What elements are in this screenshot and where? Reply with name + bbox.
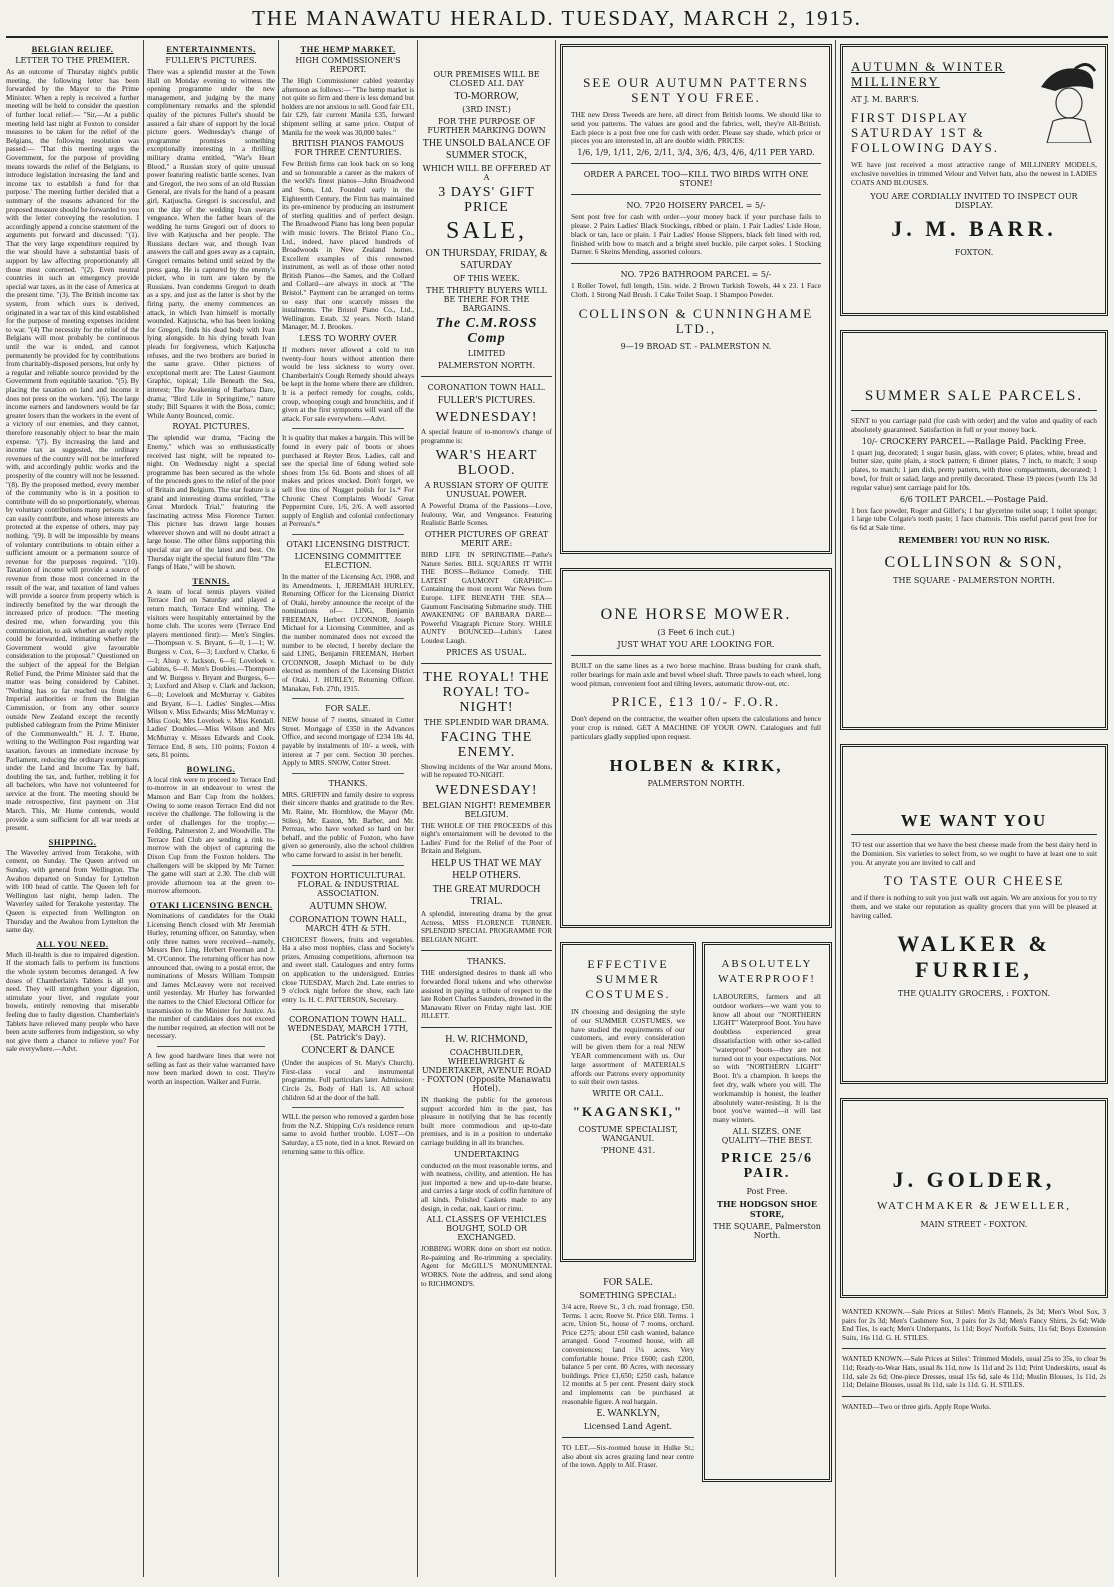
order-parcel: ORDER A PARCEL TOO—KILL TWO BIRDS WITH ONE STONE!: [583, 170, 809, 189]
something-special: SOMETHING SPECIAL:: [579, 1291, 677, 1300]
column-2: [147, 40, 275, 1580]
want-body: TO test our assertion that we have the best cheese made from the best dairy herd in the Dominion. Six varieties to select from, so we ought to have at least one to suit you. At anyrate you are invited to call and: [851, 840, 1097, 867]
hosiery-parcel-body: Sent post free for cash with order—your money back if your purchase fails to please. 2 Pairs Ladies' Black Stockings, ribbed or plain. 1 Pair Ladies' Lisle Hose, black or tan, lace or plain. 1 Pair Ladies' House Slippers, black felt lined with red, finished with bow to match and a bright steel buckle, pile carpet soles. 1 Stocking Darner. 6 Skeins Mending, assorted colours.: [571, 212, 821, 257]
autumn-prices: 1/6, 1/9, 1/11, 2/6, 2/11, 3/4, 3/6, 4/3, 4/6, 4/11 PER YARD.: [577, 148, 815, 158]
murdoch-notice: A splendid, interesting drama by the great Actress, MISS FLORENCE TURNER. SPLENDID SPECIAL PROGRAMME FOR BELGIAN NIGHT.: [421, 910, 552, 944]
broad-street: 9—19 BROAD ST. - PALMERSTON N.: [620, 341, 772, 351]
hodgson-location: THE SQUARE, Palmerston North.: [713, 1221, 821, 1240]
kaganski-phone: 'PHONE 431.: [600, 1146, 656, 1156]
all-you-need-article: Much ill-health is due to impaired digestion. If the stomach fails to perform its functions the whole system becomes deranged. A few doses of Chamberlain's Tablets is all you need. They will strengthen your digestion, stimulate your liver, and regulate your bowels, entirely removing that miserable feeling due to faulty digestion. Chamberlain's Tablets have relieved many people who have been acute sufferers from indigestion, so why not give them a chance to relieve you? For sale everywhere.—Advt.: [6, 950, 139, 1054]
separator: [421, 663, 552, 664]
mower-price: PRICE, £13 10/- F.O.R.: [611, 694, 781, 710]
mower-tagline: JUST WHAT YOU ARE LOOKING FOR.: [617, 640, 775, 649]
waterproof-title: ABSOLUTELY WATERPROOF!: [718, 958, 816, 985]
no-risk: REMEMBER! YOU RUN NO RISK.: [898, 534, 1050, 545]
british-pianos-heading: BRITISH PIANOS FAMOUS FOR THREE CENTURIES.: [291, 139, 405, 158]
separator: [421, 950, 552, 951]
unsold-balance: THE UNSOLD BALANCE OF SUMMER STOCK,: [422, 138, 551, 161]
ross-location: PALMERSTON NORTH.: [437, 361, 535, 370]
mower-description: BUILT on the same lines as a two horse machine. Brass bushing for crank shaft, roller bearings for main axle and bevel wheel shaft. Three pawls to each wheel, long wood pitman, convenient foot and tilting levers, automatic throw-out, etc.: [571, 661, 821, 688]
sale-days: ON THURSDAY, FRIDAY, & SATURDAY: [425, 248, 548, 271]
separator: [851, 834, 1097, 835]
bowling-heading: BOWLING.: [186, 763, 236, 774]
want-body-2: and if there is nothing to suit you just walk out again. We are anxious for you to try them, and we stake our reputation as quality grocers that you will be pleased at having called.: [851, 893, 1097, 920]
collinson-cunninghame: COLLINSON & CUNNINGHAME LTD.,: [578, 305, 814, 336]
crockery-title: 10/- CROCKERY PARCEL.—Railage Paid. Packing Free.: [861, 436, 1087, 446]
royal-tonight: THE ROYAL! THE ROYAL! TO-NIGHT!: [423, 669, 550, 715]
for-sale-title: FOR SALE.: [603, 1277, 653, 1288]
wanted-known-1: WANTED KNOWN.—Sale Prices at Stiles': Men's Flannels, 2s 3d; Men's Wool Sox, 3 pairs for 2s 3d; Men's Cashmere Sox, 3 pairs for 2s 3d; Men's Fancy Shirts, 2s 6d; Wide End Ties, 1s each; Men's Underpants, 1s 11d; Boys' Norfolk Suits, 11s 6d; Boys Extension Suits, 16s 11d. G. H. STILES.: [842, 1308, 1106, 1342]
costumes-body: IN choosing and designing the style of our SUMMER COSTUMES, we have studied the requirements of our customers, and every consideration will be given them for a real NEW YEAR commencement with us. Our large assortment of MATERIALS affords our Patrons every opportunity to suit their own tastes.: [571, 1007, 685, 1087]
autumn-patterns-title: SEE OUR AUTUMN PATTERNS SENT YOU FREE.: [583, 75, 809, 105]
main-street: MAIN STREET - FOXTON.: [920, 1220, 1028, 1229]
shipping-article: The Waverley arrived from Terakohe, with cement, on Sunday. The Queen arrived on Sunday, with general from Wellington. The Awahou departed on Sunday for Lyttelton with 100 head of cattle. The Queen left for Wellington last night, hemp laden. The Waverley sailed for Terakohe yesterday. The Queen is expected from Wellington on Thursday and the Awahou from Lyttelton the same day.: [6, 848, 139, 935]
write-or-call: WRITE OR CALL.: [592, 1089, 664, 1099]
otaki-bench-heading: OTAKI LICENSING BENCH.: [149, 900, 273, 911]
wanklyn-name: E. WANKLYN,: [596, 1408, 660, 1420]
fullers-subheading: FULLER'S PICTURES.: [165, 56, 257, 65]
crockery-body: 1 quart jug, decorated; 1 sugar basin, glass, with cover; 6 plates, white, bread and butter size, quite plain, a stock pattern; 6 dinner plates, 7 inch, to match; 3 soup plates, to match; 1 jam dish, pretty pattern, with three compartments, decorated; 1 bowl, for fruit or salad, large and prettily decorated. These 19 pieces (worth 13s 3d regular value) sent carriage paid for 10s.: [851, 447, 1097, 492]
separator: [292, 773, 404, 774]
toilet-body: 1 box face powder, Roger and Gillet's; 1 bar glycerine toilet soap; 1 toilet sponge; 1 large tube Colgate's tooth paste; 1 face chamois. This useful parcel post free for 6s 6d at Sale time.: [851, 505, 1097, 533]
golder-ad: [840, 1098, 1108, 1298]
holben-kirk: HOLBEN & KIRK,: [609, 755, 783, 775]
mower-cut: (3 Feet 6 inch cut.): [657, 628, 735, 637]
royal-pictures-article: The splendid war drama, "Facing the Enemy," which was so enthusiastically received last night, will be repeated to-night. On Wednesday night a special programme has been secured as the whole of the proceeds goes to the relief of the poor of Britain and Belgium. The star feature is a grand and interesting drama entitled, "The Great Murdock Trial," featuring the fascinating actress Miss Florence Turner. This picture has drawn large houses wherever shown and will no doubt attract a large house. The other films supporting this special star are of the latest and best. On Thursday night the special feature film "The Fangs of Hate," will be shown.: [147, 434, 275, 572]
proceeds-notice: THE WHOLE OF THE PROCEEDS of this night's entertainment will be devoted to the Ladies' Fund for the Relief of the Poor of Britain and Belgium.: [421, 821, 552, 856]
lady-portrait-icon: [1035, 61, 1099, 143]
column-rule: [835, 40, 836, 1577]
millinery-ad: [840, 44, 1108, 316]
premises-closed: OUR PREMISES WILL BE CLOSED ALL DAY: [433, 70, 540, 88]
millinery-at: AT J. M. BARR'S.: [851, 95, 919, 104]
thanks-heading-2: THANKS.: [467, 957, 506, 967]
separator: [851, 410, 1097, 411]
toilet-title: 6/6 TOILET PARCEL.—Postage Paid.: [899, 494, 1049, 504]
summer-sale-title: SUMMER SALE PARCELS.: [864, 388, 1084, 404]
hosiery-parcel-title: NO. 7P20 HOISERY PARCEL = 5/-: [626, 201, 766, 211]
summer-sale-ad: [840, 330, 1108, 730]
hardware-notice: A few good hardware lines that were not selling as fast as their value warranted have now been marked down to cost. They're worth an inspection. Walker and Furrie.: [147, 1051, 275, 1086]
richmond-trade: COACHBUILDER, WHEELWRIGHT & UNDERTAKER, AVENUE ROAD - FOXTON (Opposite Manawatu Hotel).: [421, 1048, 552, 1093]
barr-location: FOXTON.: [954, 248, 994, 258]
bathroom-parcel-title: NO. 7P26 BATHROOM PARCEL = 5/-: [620, 270, 772, 280]
wars-heart-blood: WAR'S HEART BLOOD.: [435, 448, 538, 479]
separator: [421, 1027, 552, 1028]
week-label: OF THIS WEEK.: [453, 274, 520, 283]
wednesday-belgian: WEDNESDAY!: [435, 782, 538, 798]
post-free: Post Free.: [746, 1186, 788, 1196]
watchmaker-label: WATCHMAKER & JEWELLER,: [876, 1200, 1071, 1212]
otaki-bench-article: Nominations of candidates for the Otaki Licensing Bench closed with Mr Jeremiah Hurley, returning officer, on Saturday, when only three names were received—namely, Messrs Ben Ling, Herbert Freeman and J. M. O'Connor. The returning officer has now announced that, owing to a postal error, the nominations of Messrs William Tompsitt and James McLeavey were not received until yesterday. Mr Hurley has forwarded the names to the Chief Electoral Officer for transmission to the Minister for Justice. As the number of candidates does not exceed the number required, an election will not be necessary.: [147, 912, 275, 1041]
separator: [562, 1437, 694, 1438]
autumn-patterns-body: THE new Dress Tweeds are here, all direct from British looms. We should like to send you patterns. The values are good and the fabrics, well, they're All-British. Each piece is a post free one for cash with order. Please say shade, which price or pieces you are interested in, all are double width. PRICES:: [571, 110, 821, 146]
mower-description-2: Don't depend on the contractor, the weather often upsets the calculations and hence your crop is ruined. GET A MACHINE OF YOUR OWN. Catalogues and full particulars gladly supplied upon request.: [571, 714, 821, 741]
concert-title: CONCERT & DANCE: [301, 1045, 395, 1057]
wanted-known-2: WANTED KNOWN.—Sale Prices at Stiles': Trimmed Models, usual 25s to 35s, to clear 9s 11d; Ready-to-Wear Hats, usual 8s 11d, now 1s 11d and 2s 11d; Print Underskirts, usual 4s 11d, sale 2s 6d; One-piece Dresses, usual 15s 6d, sale 4s 11d; Muslin Blouses, 1s 11d, 2s 11d; Delaine Blouses, usual 8s 11d, sale 1s 11d. G. H. STILES.: [842, 1355, 1106, 1390]
millinery-title: AUTUMN & WINTER MILLINERY: [851, 59, 1005, 89]
licensing-election-subheading: LICENSING COMMITTEE ELECTION.: [294, 551, 402, 570]
separator: [292, 428, 404, 429]
prices-usual: PRICES AS USUAL.: [446, 647, 527, 657]
entertainments-heading: ENTERTAINMENTS.: [166, 44, 256, 54]
separator: [571, 194, 821, 195]
mower-title: ONE HORSE MOWER.: [600, 606, 792, 623]
bowling-article: A local rink were to proceed to Terrace End to-morrow in an endeavour to wrest the Manson and Barr Cup from the holders. Owing to some reason Terrace End did not receive the challenge. The following is the order of challenges for the trophy:—Feilding, Palmerston 2, and Woodville. The Terrace End Club are sending a rink to-morrow with the object of capturing the Dixon Cup from the Foxton holders. The challengers will be skipped by Mr Turner. The game will start at 2.30. The club will provide afternoon tea at the green to-morrow afternoon.: [147, 775, 275, 896]
bathroom-parcel-body: 1 Roller Towel, full length, 15in. wide. 2 Brown Turkish Towels, 44 x 23. 1 Face Cloth. 1 Strong Nail Brush. 1 Cake Toilet Soap. 1 Shampoo Powder.: [571, 281, 821, 299]
thrifty-buyers: THE THRIFTY BUYERS WILL BE THERE FOR THE BARGAINS.: [426, 286, 547, 313]
column-rule: [555, 40, 556, 1577]
jobbing-notice: JOBBING WORK done on short est notice. Re-painting and Re-trimming a speciality. Agent for McGILL'S MONUMENTAL WORKS. Note the address, and send along to RICHMOND'S.: [421, 1245, 552, 1288]
fullers-title: FULLER'S PICTURES.: [437, 395, 536, 406]
richmond-name: H. W. RICHMOND,: [445, 1034, 528, 1045]
separator: [292, 865, 404, 866]
column-4: [421, 40, 552, 1580]
square-location: THE SQUARE - PALMERSTON NORTH.: [893, 575, 1055, 585]
separator: [421, 376, 552, 377]
powerful-drama: A Powerful Drama of the Passions—Love, Jealousy, War, and Vengeance. Featuring Realistic Battle Scenes.: [421, 502, 552, 528]
cordially-invited: YOU ARE CORDIALLY INVITED TO INSPECT OUR DISPLAY.: [870, 192, 1078, 211]
masthead-title: THE MANAWATU HERALD. TUESDAY, MARCH 2, 1915.: [252, 6, 862, 30]
masthead: [0, 0, 1114, 34]
separator: [842, 1396, 1106, 1397]
column-rule: [143, 40, 144, 1577]
tomorrow-label: TO-MORROW,: [454, 91, 519, 102]
land-sale-list: 3/4 acre, Reeve St., 3 ch. road frontage, £50. Terms. 1 acre, Reeve St. Price £60. Terms. 1 acre, Union St., house of 7 rooms, orchard. Price £275; about £50 cash wanted, balance arranged. Good 7-roomed house, with all conveniences; land 1¼ acres. Very comfortable house. Price £600; cash £200, balance 5 per cent. 80 Acres, with necessary buildings. Price £1,650; £250 cash, balance 12 months at 5 per cent. Present dairy stock and implements can be purchased at reasonable figure. A real bargain.: [562, 1303, 694, 1406]
pictures-list: BIRD LIFE IN SPRINGTIME—Pathe's Nature Series. BILL SQUARES IT WITH THE BOSS—Reliance Comedy. THE LATEST GAUMONT GRAPHIC—Containing the most recent War News from Europe. LIFE BENEATH THE SEA—Gaumont Fascinating Submarine study. THE AWAKENING OF BARBARA DARE—Powerful Vitagraph Picture Story. WHILE AUNTY BOUNCED—Lubin's Latest Loudest Laugh.: [421, 550, 552, 645]
horticultural-heading: FOXTON HORTICULTURAL FLORAL & INDUSTRIAL ASSOCIATION.: [291, 870, 405, 898]
ross-limited: LIMITED: [467, 349, 506, 358]
to-let-notice: TO LET.—Six-roomed house in Hulke St.; also about six acres grazing land near centre of the town. Apply to Alf. Fraser.: [562, 1444, 694, 1470]
hemp-market-article: The High Commissioner cabled yesterday afternoon as follows:— "The hemp market is not quite so firm and there is less demand but holders are not anxious to sell. Good fair £31, fair £29, fair current Manila £35, forward shipment selling at same price. Output of Manila for the week was 30,000 bales.": [282, 77, 414, 137]
ross-logo: The C.M.ROSS Comp: [435, 316, 538, 346]
concert-venue: CORONATION TOWN HALL. WEDNESDAY, MARCH 17TH, (St. Patrick's Day).: [287, 1015, 409, 1043]
separator: [842, 1348, 1106, 1349]
costume-specialist: COSTUME SPECIALIST, WANGANUI.: [578, 1125, 678, 1144]
separator: [571, 163, 821, 164]
gift-price-title: 3 DAYS' GIFT PRICE: [438, 185, 535, 215]
autumn-show-venue: CORONATION TOWN HALL, MARCH 4TH & 5TH.: [289, 914, 407, 933]
autumn-patterns-ad: [560, 44, 832, 554]
hemp-market-heading: THE HEMP MARKET.: [300, 44, 396, 54]
undertaking-notice: conducted on the most reasonable terms, and with neatness, civility, and attention. He has just imported a new and up-to-date hearse, and carries a large stock of coffin furniture of all kinds. Polished Caskets made to any design, in cedar, oak, kauri or rimu.: [421, 1161, 552, 1213]
undertaking-heading: UNDERTAKING: [453, 1149, 520, 1159]
murdoch-trial: THE GREAT MURDOCH TRIAL.: [432, 884, 541, 908]
less-worry-article: If mothers never allowed a cold to run twenty-four hours without attention there would be less sickness to worry over. Chamberlain's Cough Remedy should always be kept in the home where there are children. It is a perfect remedy for coughs, colds, croup, whooping cough and bronchitis, and if given at the first symptoms will ward off the attack. For sale everywhere.—Advt.: [282, 346, 414, 423]
collinson-son: COLLINSON & SON,: [884, 553, 1064, 571]
separator: [571, 655, 821, 656]
separator: [292, 1107, 404, 1108]
first-display: FIRST DISPLAY SATURDAY 1ST & FOLLOWING DAYS.: [851, 110, 999, 155]
column-1: [6, 40, 139, 1580]
summer-sale-body: SENT to you carriage paid (for cash with order) and the value and quality of each absolutely guaranteed. Satisfaction in full or your money back.: [851, 416, 1097, 434]
wednesday-title: WEDNESDAY!: [435, 410, 538, 425]
autumn-show-title: AUTUMN SHOW.: [309, 900, 387, 912]
offered-label: WHICH WILL BE OFFERED AT A: [422, 164, 551, 182]
costumes-title: EFFECTIVE SUMMER COSTUMES.: [585, 957, 671, 1001]
thanks-heading: THANKS.: [328, 778, 368, 788]
otaki-district-heading: OTAKI LICENSING DISTRICT.: [286, 539, 410, 549]
british-pianos-article: Few British firms can look back on so long and so honourable a career as the makers of the world's finest pianos—John Broadwood and Sons, Ltd. Founded early in the Eighteenth Century, the Firm has maintained its pre-eminence by producing an instrument of sterling qualities and of perfect design. The Broadwood Piano has long been popular with music lovers. The Bristol Piano Co., Ltd., indeed, have placed hundreds of Broadwoods in New Zealand homes. Excellent examples of this renowned instrument, as well as of those other noted British Pianos—the Sames, and the Collard and Collard—are always in stock at "The Bristol." Payment can be arranged on terms so easy that one scarcely misses the instalments. The Bristol Piano Co., Ltd., Wellington. Estab. 32 years. North Island Manager, M. J. Brookes.: [282, 160, 414, 332]
tennis-heading: TENNIS.: [192, 575, 230, 586]
masthead-rule: [6, 36, 1108, 38]
wanklyn-ad: [562, 1275, 694, 1575]
autumn-show-notice: CHOICEST flowers, fruits and vegetables. Ha a also most trophies, class and Society's prizes, Amusing competitions, afternoon tea and sweet stall. Catalogues and entry forms on application to the undersigned. Entries close TUESDAY, March 2nd. Late entries to 9 o'clock night before the show, each late entry 1s. H. C. PATTERSON, Secretary.: [282, 935, 414, 1004]
royal-pictures-heading: ROYAL PICTURES.: [172, 422, 250, 432]
fullers-article: There was a splendid muster at the Town Hall on Monday evening to witness the opening programme under the new management, and judging by the many complimentary remarks and the splendid quality of the pictures Fuller's should be assured a fair share of support by the local picture goers. Wednesday's change of programme promises something exceptionally interesting in a thrilling military drama entitled, "War's Heart Blood," a Russian story of quite unusual power featuring realistic battle scenes. Ivan and Gregori, the two sons of an old Russian General, are rivals for the hand of a peasant girl, Katjuscha. Gregori is successful, and on the day of the wedding Ivan swears vengeance. When the father hears of the wedding he turns Gregori out of doors to live with Katjuscha and her people. The Russians declare war, and though Ivan answers the call and goes away as a captain, Gregori remains behind until seized by the press gang. He is captured by the enemy's picket, who in turn are taken by the Russians. Ivan condemns Gregori to death as a spy, and just as the latter is shot by the firing party, the enemy commences an attack, in which Ivan himself is mortally wounded. Katjuscha, who has been looking for Gregori, finds his dead body with Ivan lying alongside. In his dying breath Ivan pleads for forgiveness, which Katjuscha refuses, and the two brothers are buried in the same grave. Other pictures of exceptional merit are: The Latest Gaumont Graphic, topical; Life Beneath the Sea, interest; The Awakening of Barbara Dare, drama; "Bird Life in Springtime," nature study; Bill Squares it with the Boss, comic; While Aunty Bounced, comic.: [147, 68, 275, 420]
boot-price: PRICE 25/6 PAIR.: [721, 1150, 813, 1181]
column-3: [282, 40, 414, 1580]
holben-location: PALMERSTON NORTH.: [647, 778, 745, 788]
want-title: WE WANT YOU: [900, 811, 1048, 830]
belgian-relief-heading: BELGIAN RELIEF.: [31, 44, 114, 54]
waterproof-body: LABOURERS, farmers and all outdoor workers—we want you to know all about our "NORTHERN LIGHT" Waterproof Boot. You have doubtless experienced great dissatisfaction with other so-called "waterproof" boots—they are not turned out to your expectations. Not so with "NORTHERN LIGHT" Boot. It's a champion. It keeps the feet dry, walk where you will. The workmanship is honest, the leather absolutely water-resisting. It is the boot you've wanted—it will last many winters.: [713, 992, 821, 1125]
separator: [157, 1046, 265, 1047]
licensing-election-notice: In the matter of the Licensing Act, 1908, and its Amendments. I, JEREMIAH HURLEY, Returning Officer for the Licensing District of Otaki, hereby announce the receipt of the nominations of— LING, Benjamin FREEMAN, Herbert O'CONNOR, Joseph Michael for a Licensing Committee, and as the number nominated does not exceed the number to be elected, I hereby declare the said LING, Benjamin FREEMAN, Herbert O'CONNOR, Joseph Michael to be duly elected as members of the Licensing District of Otaki. J. HURLEY, Returning Officer. Manakau, Feb. 27th, 1915.: [282, 572, 414, 693]
millinery-body: WE have just received a most attractive range of MILLINERY MODELS, exclusive novelties in trimmed Velour and Velvet hats, also the newest in LADIES COATS AND BLOUSES.: [851, 160, 1097, 187]
waterproof-boot-ad: [702, 942, 832, 1482]
other-pictures: OTHER PICTURES OF GREAT MERIT ARE:: [424, 529, 549, 548]
thanks-notice: MRS. GRIFFIN and family desire to express their sincere thanks and gratitude to the Rev. Mr. Raine, Mr. Hornblow, the Mayor (Mr. Stiles), Mr. Easton, Mr. Barber, and Mr. Perreau, who have worked so hard on her behalf, and the public of Foxton, who have given so generously, also the school children who came forward to assist in her benefit.: [282, 790, 414, 859]
summer-costumes-ad: [560, 942, 696, 1262]
richmond-notice: IN thanking the public for the generous support accorded him in the past, has pleasure in notifying that he has recently built more commodious and up-to-date premises, and is in a position to undertake carriage building in all its branches.: [421, 1096, 552, 1147]
taste-cheese: TO TASTE OUR CHEESE: [883, 873, 1065, 889]
purpose-label: FOR THE PURPOSE OF FURTHER MARKING DOWN: [427, 117, 546, 135]
kaganski-name: "KAGANSKI,": [572, 1104, 684, 1120]
special-feature: A special feature of to-morrow's change of programme is:: [421, 428, 552, 445]
belgian-relief-article: As an outcome of Thursday night's public meeting, the following letter has been forwarded by the Mayor to the Prime Minister. When a reply is received a further meeting will be held to consider the question of further local relief:— "Sir,—At a public meeting held last night at Foxton to consider measures to be taken for the relief of the Belgians, the following resolution was passed:— 'That this meeting urges the Government, for the purpose of providing means towards the relief of the Belgians, to introduce legislation increasing the land and income tax to establish a fund for that purpose.' The meeting further decided that a summary of the reasons advanced for the proposed measure should be forwarded to you with the letter conveying the resolution. I accordingly append a concise statement of the arguments put forward and discussed: "(1). That the very large expenditure required by the war should have a substantial basis of support by law affecting proportionately all those most concerned. "(2). Even neutral countries in such an emergency provide special war taxes, as in the case of America at the present time. "(3). The British income tax system, from which ours is derived, originated in a war tax of this kind established for the purpose of meeting expenses incident to war. "(4) The necessity for the relief of the Belgians will most probably be continuous until the war is ended, and cannot permanently be provided for by contributions from charitably-disposed persons, but only by a regular and reliable source provided by the Government from equitable taxation. "(5). By placing the taxation on land and income it does not press on the workers. "(6). The large income earners and landowners would be far greater losers than the workers in the event of a victory of our enemies, and they cannot, therefore reasonably object to bear the main expense. "(7). By increasing the land and income tax as suggested, the ordinary revenues of the country will not be interfered with, and accordingly public works and the prosperity of the country will not be lessened. "(8). By the proposed method, every member of the community who is in a position to contribute will do so proportionately, whereas by voluntary contributions many persons who can easily contribute, and whose interests are protected at the expense of others, may pay nothing. "(9). It will be impossible by means of voluntary contributions to obtain either a sufficient amount or a permanent source of revenue for the purposes required. "(10). Taxation of income will provide a source of revenue from those most concerned in the result of the war, and taxation of land values will provide a source from property which is indirectly benefited by the war through the increased price of produce. "The meeting desired me, when forwarding you this communication, to ask whether an early reply could be forwarded, intimating whether the Government would give favourable consideration to the proposal." Questioned on the subject of the appeal for the Belgian Relief Fund, the Prime Minister said that the matter was being considered by Cabinet. "Nothing has so far reached us from the Imperial authorities or from the Belgian Commission, or from any other source outside New Zealand except the recently published cablegram from the Prime Minister of the Commonwealth." H. J. T. Hume, writing to the Wellington Post regarding war taxation, favours an immediate increase by Parliament, reducing the ordinary exemptions under the Land and Income Tax by half, doubling the tax, and, further, trebling it for all bachelors, who have not volunteered for service at the front. The meeting should be made retrospective, first payment on 31st March. This, Mr Hume contends, would provide a sum sufficient for all war needs at present.: [6, 68, 139, 833]
separator: [292, 1009, 404, 1010]
belgian-night: BELGIAN NIGHT! REMEMBER BELGIUM.: [422, 800, 551, 819]
we-want-you-ad: [840, 744, 1108, 1084]
all-sizes: ALL SIZES. ONE QUALITY—THE BEST.: [721, 1126, 813, 1145]
barr-name: J. M. BARR.: [891, 216, 1057, 242]
for-sale-notice: NEW house of 7 rooms, situated in Cotter Street. Mortgage of £350 in the Advances Office, and second mortgage of £234 18s 4d, payable by instalments of 10/- a week, with interest at 7 per cent. Section 30 perches. Apply to MRS. SNOW, Cotter Street.: [282, 716, 414, 768]
belgian-relief-subheading: LETTER TO THE PREMIER.: [15, 56, 130, 65]
sale-title: SALE,: [446, 218, 527, 244]
for-sale-heading: FOR SALE.: [325, 704, 371, 714]
all-you-need-heading: ALL YOU NEED.: [36, 938, 109, 949]
showing-incidents: Showing incidents of the War around Mons, will be repeated TO-NIGHT.: [421, 762, 552, 780]
hodgson-store: THE HODGSON SHOE STORE,: [717, 1198, 817, 1219]
golder-name: J. GOLDER,: [892, 1167, 1056, 1192]
russian-story: A RUSSIAN STORY OF QUITE UNUSUAL POWER.: [424, 481, 549, 500]
facing-enemy: FACING THE ENEMY.: [440, 729, 533, 760]
wanklyn-agent: Licensed Land Agent.: [583, 1422, 673, 1432]
help-others: HELP US THAT WE MAY HELP OTHERS.: [431, 858, 542, 882]
classified-column: [842, 1308, 1106, 1578]
separator: [292, 534, 404, 535]
war-drama-label: THE SPLENDID WAR DRAMA.: [423, 717, 550, 727]
hemp-market-subheading: HIGH COMMISSIONER'S REPORT.: [295, 56, 401, 74]
lost-notices: WILL the person who removed a garden hose from the N.Z. Shipping Co's residence return same to avoid further trouble. LOST—On Saturday, a £5 note, tied in a knot. Reward on returning same to this office.: [282, 1113, 414, 1156]
concert-notice: (Under the auspices of St. Mary's Church). First-class vocal and instrumental programme. Full particulars later. Admission: Circle 2s, Body of Hall 1s. All school children 6d at the door of the hall.: [282, 1059, 414, 1102]
thanks-notice-2: THE undersigned desires to thank all who forwarded floral tokens and who otherwise assisted in paying a tribute of respect to the late Robert Charles Saunders, drowned in the Manawatu River on Friday night last. JOE JILLETT.: [421, 969, 552, 1021]
separator: [292, 698, 404, 699]
walker-furrie: WALKER & FURRIE,: [897, 930, 1051, 982]
quality-grocers: THE QUALITY GROCERS, : FOXTON.: [897, 988, 1051, 998]
vehicles-notice: ALL CLASSES OF VEHICLES BOUGHT, SOLD OR EXCHANGED.: [426, 1215, 547, 1243]
column-rule: [417, 40, 418, 1577]
bargain-notices: It is quality that makes a bargain. This will be found in every pair of boots or shoes purchased at Reyter Bros. Ladies, call and see the special line of 6dung welted sole shoes from 15s 6d. Boots and shoes of all makes and prices stocked. Don't forget, we sell five tins of Nugget polish for 1s.* For Chronic Chest Complaints Woods' Great Peppermint Cure, 1/6, 2/6. A well assorted supply of English and colonial confectionary at Perreau's.*: [282, 434, 414, 529]
wanted-girls: WANTED—Two or three girls. Apply Rope Works.: [842, 1402, 991, 1411]
one-horse-mower-ad: [560, 568, 832, 928]
tennis-article: A team of local tennis players visited Terrace End on Saturday and played a return match, Terrace End winning. The visitors were hospitably entertained by the home club. The scores were (Terrace End players mentioned first):— Men's Singles.—Thompson v. S. Bryant, 6—0, 1—1; W. Burgess v. Cox, 6—3; Luxford v. Clarke, 6—1; Alsop v. Jackson, 6—6; Loveloek v. Gabites, 6—0. Men's Doubles.—Thompson and W. Burgess v. Bryant and Burgess, 6—3; Luxford and Alsop v. Clark and Jackson, 6—0; Loveloek and McMurray v. Gabites and Bryant, 6—1. Ladies' Singles.—Miss Wilson v. Miss Edwards; Miss McMurray v. Miss Cook; Mrs Loveloek v. Miss Kendall. Ladies' Doubles.—Miss Wilson and Mrs McMurray v. Misses Edwards and Cook. Terrace End, 8 sets, 110 points; Foxton 4 sets, 81 points.: [147, 587, 275, 760]
coronation-hall: CORONATION TOWN HALL.: [427, 383, 546, 392]
column-rule: [278, 40, 279, 1577]
date-label: (3RD INST.): [462, 105, 511, 114]
less-worry-heading: LESS TO WORRY OVER: [299, 334, 397, 344]
separator: [571, 263, 821, 264]
shipping-heading: SHIPPING.: [48, 836, 97, 847]
